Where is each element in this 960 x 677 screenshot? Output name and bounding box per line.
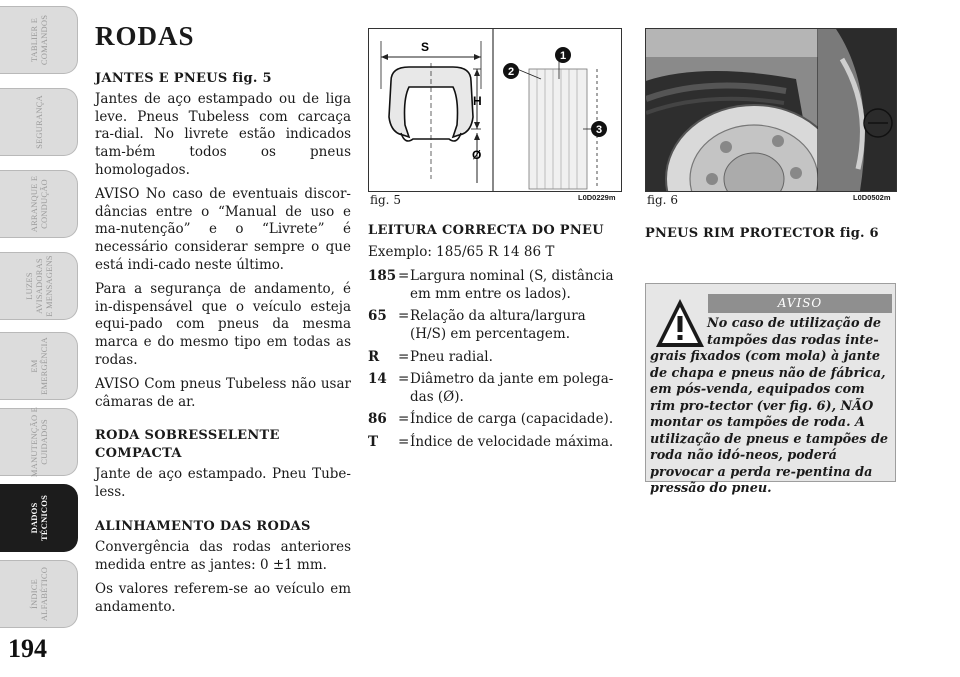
warning-body-text: grais fixados (com mola) à jante de chapa e pneus não de fábrica, em pós-venda, equipados com rim pro-tector (ver fig. 6), NÃO montar os tampões de roda. A utilização de pneus e tampões de roda não idó-neos, poderá provocar a perda re-pentina da pressão do pneu.: [650, 349, 889, 496]
svg-text:2: 2: [507, 66, 515, 78]
figure-6-code: L0D0502m: [853, 193, 891, 202]
warning-lead-text: No caso de utilização de tampões das rodas inte-: [707, 316, 882, 348]
svg-text:H: H: [473, 94, 482, 108]
tab-em-emergencia[interactable]: EM EMERGÊNCIA: [0, 332, 78, 400]
figure-5-caption: fig. 5: [370, 193, 401, 207]
tab-tablier-comandos[interactable]: TABLIER E COMANDOS: [0, 6, 78, 74]
tyre-reading-column: [368, 222, 618, 457]
paragraph: Jante de aço estampado. Pneu Tube-less.: [95, 466, 351, 501]
paragraph: Para a segurança de andamento, é in-dispensável que o veículo esteja equi-pado com pneus da mesma marca e do mesmo tipo em todas as rodas.: [95, 281, 351, 368]
svg-text:1: 1: [559, 50, 567, 62]
figure-6-wheel-photo: [645, 28, 897, 192]
list-item: T = Índice de velocidade máxima.: [368, 433, 614, 450]
figure-5-tyre-diagram: [368, 28, 622, 192]
list-item: 86 = Índice de carga (capacidade).: [368, 411, 614, 428]
tyre-cross-section-illustration: [369, 29, 621, 191]
tab-arranque-conducao[interactable]: ARRANQUE E CONDUÇÃO: [0, 170, 78, 238]
paragraph: AVISO Com pneus Tubeless não usar câmaras de ar.: [95, 376, 351, 410]
tab-luzes-avisadoras[interactable]: LUZES AVISADORAS E MENSAGENS: [0, 252, 78, 320]
section-heading-roda-sobresselente: RODA SOBRESSELENTE COMPACTA: [95, 428, 280, 461]
paragraph: Convergência das rodas anteriores medida entre as jantes: 0 ±1 mm.: [95, 539, 351, 573]
list-item: R = Pneu radial.: [368, 348, 493, 365]
svg-text:3: 3: [595, 124, 603, 136]
figure-6-caption: fig. 6: [647, 193, 678, 207]
section-heading-alinhamento: ALINHAMENTO DAS RODAS: [95, 518, 311, 534]
wheel-illustration: [646, 29, 896, 191]
list-item: 14 = Diâmetro da jante em polega-das (Ø).: [368, 371, 614, 405]
warning-text: [650, 316, 892, 498]
tab-manutencao-cuidados[interactable]: MANUTENÇÃO E CUIDADOS: [0, 408, 78, 476]
rim-protector-heading: PNEUS RIM PROTECTOR fig. 6: [645, 226, 879, 241]
svg-text:S: S: [421, 40, 430, 54]
figure-5-code: L0D0229m: [578, 193, 616, 202]
list-item: 65 = Relação da altura/largura (H/S) em percentagem.: [368, 308, 586, 342]
warning-label: AVISO: [708, 294, 892, 313]
tyre-reading-example: Exemplo: 185/65 R 14 86 T: [368, 243, 555, 260]
tab-dados-tecnicos[interactable]: DADOS TÉCNICOS: [0, 484, 78, 552]
paragraph: Jantes de aço estampado ou de liga leve. Pneus Tubeless com carcaça ra-dial. No livrete estão indicados tam-bém todos os pneus homologados.: [95, 91, 351, 178]
tyre-reading-title: LEITURA CORRECTA DO PNEU: [368, 223, 604, 238]
tab-seguranca[interactable]: SEGURANÇA: [0, 88, 78, 156]
paragraph: AVISO No caso de eventuais discor-dâncias entre o “Manual de uso e ma-nutenção” e o “Livrete” é necessário considerar sempre o que está indi-cado neste último.: [95, 186, 351, 273]
page-number: 194: [8, 634, 47, 663]
paragraph: Os valores referem-se ao veículo em andamento.: [95, 581, 351, 616]
tyre-code-definition-list: [368, 268, 618, 451]
section-heading-jantes: JANTES E PNEUS fig. 5: [95, 70, 272, 86]
svg-text:Ø: Ø: [472, 148, 482, 162]
list-item: 185 = Largura nominal (S, distância em mm entre os lados).: [368, 268, 614, 302]
warning-box: [645, 283, 896, 496]
page-title: RODAS: [95, 21, 195, 51]
main-column: [95, 21, 351, 624]
chapter-sidebar: [0, 0, 82, 677]
tab-indice-alfabetico[interactable]: ÍNDICE ALFABÉTICO: [0, 560, 78, 628]
